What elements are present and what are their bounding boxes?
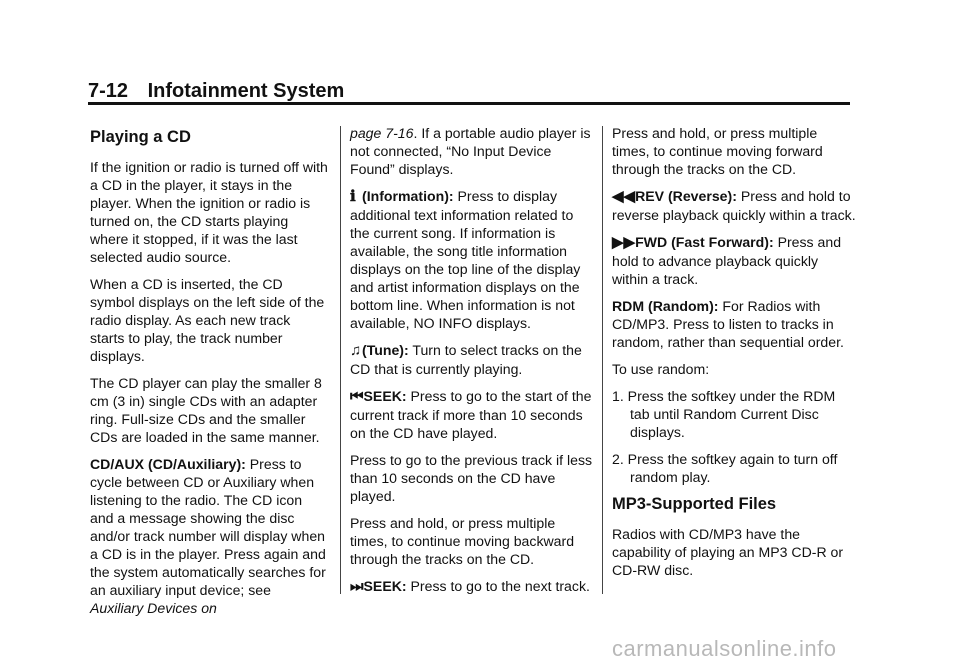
paragraph (350, 187, 596, 332)
list-item: 1. Press the softkey under the RDM tab until Random Current Disc displays. (612, 388, 836, 440)
page-header (88, 80, 344, 103)
paragraph (90, 455, 328, 617)
term-text: Turn to select tracks on the CD that is currently playing. (350, 342, 582, 377)
term-label: REV (Reverse): (635, 188, 737, 204)
term-text: Press and hold to reverse playback quickly within a track. (612, 188, 856, 223)
paragraph-text: . If a portable audio player is not connected, “No Input Device Found” displays. (350, 125, 591, 177)
cross-reference: page 7-16 (350, 125, 414, 141)
term-text: Press to go to the start of the current track if more than 10 seconds on the CD have played. (350, 388, 592, 441)
steps-list (612, 387, 856, 486)
term-label: SEEK: (363, 388, 407, 404)
term-text: Press to go to the next track. (410, 578, 590, 594)
paragraph (350, 577, 596, 596)
column-2 (350, 124, 596, 605)
column-divider (602, 126, 603, 594)
column-1 (90, 124, 328, 626)
term-text: Press and hold to advance playback quickly within a track. (612, 234, 842, 287)
term-label: RDM (Random): (612, 298, 719, 314)
paragraph: If the ignition or radio is turned off with a CD in the player, it stays in the player. When the ignition or radio is turned on, the CD starts playing where it stopped, if it was the last selected audio source. (90, 159, 328, 265)
watermark: carmanualsonline.info (612, 636, 837, 661)
term-label: SEEK: (363, 578, 407, 594)
section-heading: Playing a CD (90, 128, 191, 146)
fast-forward-icon: ▶▶ (612, 234, 636, 251)
rewind-icon: ◀◀ (612, 188, 636, 205)
term-label: (Information): (362, 188, 454, 204)
paragraph (612, 297, 856, 351)
seek-back-icon: ⏮ (350, 388, 364, 405)
paragraph (612, 233, 856, 288)
header-rule (88, 102, 850, 105)
term-text: Press to display additional text information related to the current song. If information is available, the song title information displays on the top line of the display and artist information displays on the bottom line. When information is not available, NO INFO displays. (350, 188, 581, 331)
cross-reference: Auxiliary Devices on (90, 600, 217, 616)
paragraph: Press to go to the previous track if less than 10 seconds on the CD have played. (350, 452, 593, 504)
chapter-title: Infotainment System (147, 80, 345, 102)
column-divider (340, 126, 341, 594)
term-label: FWD (Fast Forward): (635, 234, 774, 250)
paragraph: To use random: (612, 361, 710, 377)
column-3 (612, 124, 856, 588)
term-label: CD/AUX (CD/Auxiliary): (90, 456, 246, 472)
paragraph (350, 124, 596, 178)
list-item: 2. Press the softkey again to turn off random play. (612, 451, 838, 485)
section-heading: MP3-Supported Files (612, 495, 777, 513)
paragraph: Radios with CD/MP3 have the capability of playing an MP3 CD-R or CD-RW disc. (612, 526, 844, 578)
paragraph (350, 387, 596, 442)
paragraph (612, 187, 856, 224)
page-number: 7-12 (88, 80, 129, 102)
info-icon: ℹ (350, 188, 356, 205)
paragraph (350, 341, 596, 378)
seek-forward-icon: ⏭ (350, 578, 364, 595)
paragraph: Press and hold, or press multiple times, to continue moving backward through the tracks on the CD. (350, 515, 575, 567)
paragraph: When a CD is inserted, the CD symbol displays on the left side of the radio display. As each new track starts to play, the track number displays. (90, 276, 325, 364)
paragraph: Press and hold, or press multiple times, to continue moving forward through the tracks on the CD. (612, 125, 823, 177)
music-note-icon: ♫ (350, 342, 362, 359)
term-label: (Tune): (362, 342, 409, 358)
paragraph: The CD player can play the smaller 8 cm (3 in) single CDs with an adapter ring. Full-size CDs and the smaller CDs are loaded in the same manner. (90, 375, 322, 445)
term-text: Press to cycle between CD or Auxiliary when listening to the radio. The CD icon and a message showing the disc and/or track number will display when a CD is in the player. Press again and the system automatically searches for an auxiliary input device; see (90, 456, 326, 598)
term-text: For Radios with CD/MP3. Press to listen to tracks in random, rather than sequential order. (612, 298, 844, 350)
